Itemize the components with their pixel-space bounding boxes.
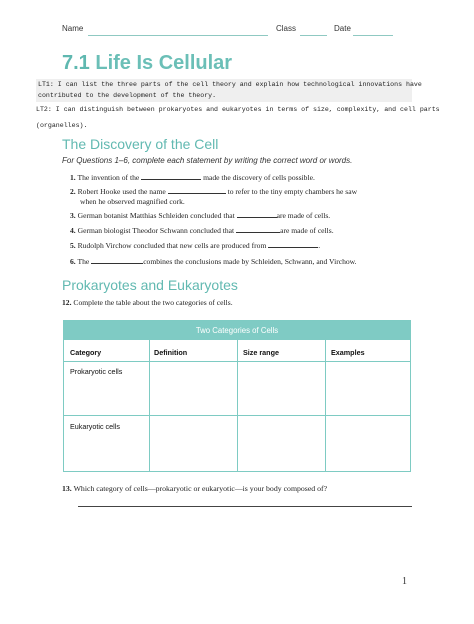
eukaryotic-definition-cell[interactable] [150, 416, 237, 471]
eukaryotic-size-cell[interactable] [238, 416, 325, 471]
answer-blank-5[interactable] [268, 240, 318, 248]
row-label-prokaryotic: Prokaryotic cells [70, 367, 123, 376]
lt2-line2: (organelles). [36, 121, 88, 129]
page-title [62, 52, 232, 75]
column-header-category: Category [70, 348, 102, 357]
question-5: 5. Rudolph Virchow concluded that new cells are produced from . [70, 241, 321, 250]
answer-blank-4[interactable] [236, 225, 280, 233]
question-6: 6. The combines the conclusions made by Schleiden, Schwann, and Virchow. [70, 257, 357, 266]
row-label-eukaryotic: Eukaryotic cells [70, 422, 120, 431]
question-1: 1. The invention of the made the discovery of cells possible. [70, 173, 315, 182]
page-number: 1 [402, 576, 407, 587]
prokaryotic-size-cell[interactable] [238, 362, 325, 415]
lt1-line1: LT1: I can list the three parts of the cell theory and explain how technological innovations have [38, 81, 422, 88]
answer-blank-2[interactable] [168, 186, 226, 194]
column-header-examples: Examples [331, 348, 365, 357]
question-13: 13. Which category of cells—prokaryotic or eukaryotic—is your body composed of? [62, 484, 328, 493]
answer-line-13[interactable] [78, 506, 412, 507]
class-field[interactable] [300, 35, 327, 36]
class-label: Class [276, 24, 297, 33]
eukaryotic-examples-cell[interactable] [326, 416, 410, 471]
instructions: For Questions 1–6, complete each statement by writing the correct word or words. [62, 156, 353, 165]
name-label: Name [62, 24, 84, 33]
learning-target-1 [36, 79, 422, 102]
date-label: Date [334, 24, 351, 33]
question-3: 3. German botanist Matthias Schleiden concluded that are made of cells. [70, 211, 331, 220]
section-heading-discovery: The Discovery of the Cell [62, 136, 219, 152]
section-number: 7.1 [62, 52, 90, 74]
question-12: 12. Complete the table about the two categories of cells. [62, 298, 233, 307]
answer-blank-6[interactable] [91, 256, 143, 264]
lt1-line2: contributed to the development of the theory. [38, 91, 217, 99]
column-header-size-range: Size range [243, 348, 279, 357]
lt2-line1: LT2: I can distinguish between prokaryotes and eukaryotes in terms of size, complexity, and cell parts [36, 106, 440, 113]
prokaryotic-examples-cell[interactable] [326, 362, 410, 415]
learning-target-2 [36, 105, 440, 131]
student-info-header [62, 24, 412, 38]
name-field[interactable] [88, 35, 268, 36]
column-header-definition: Definition [154, 348, 188, 357]
date-field[interactable] [353, 35, 393, 36]
prokaryotic-definition-cell[interactable] [150, 362, 237, 415]
table-title: Two Categories of Cells [64, 321, 410, 340]
section-title: Life Is Cellular [95, 52, 233, 74]
answer-blank-1[interactable] [141, 172, 201, 180]
question-4: 4. German biologist Theodor Schwann concluded that are made of cells. [70, 226, 334, 235]
answer-blank-3[interactable] [237, 210, 277, 218]
section-heading-prokaryotes: Prokaryotes and Eukaryotes [62, 277, 238, 293]
question-2: 2. Robert Hooke used the name to refer to the tiny empty chambers he saw when he observed magnified cork. [70, 187, 358, 206]
cell-categories-table [63, 320, 411, 472]
